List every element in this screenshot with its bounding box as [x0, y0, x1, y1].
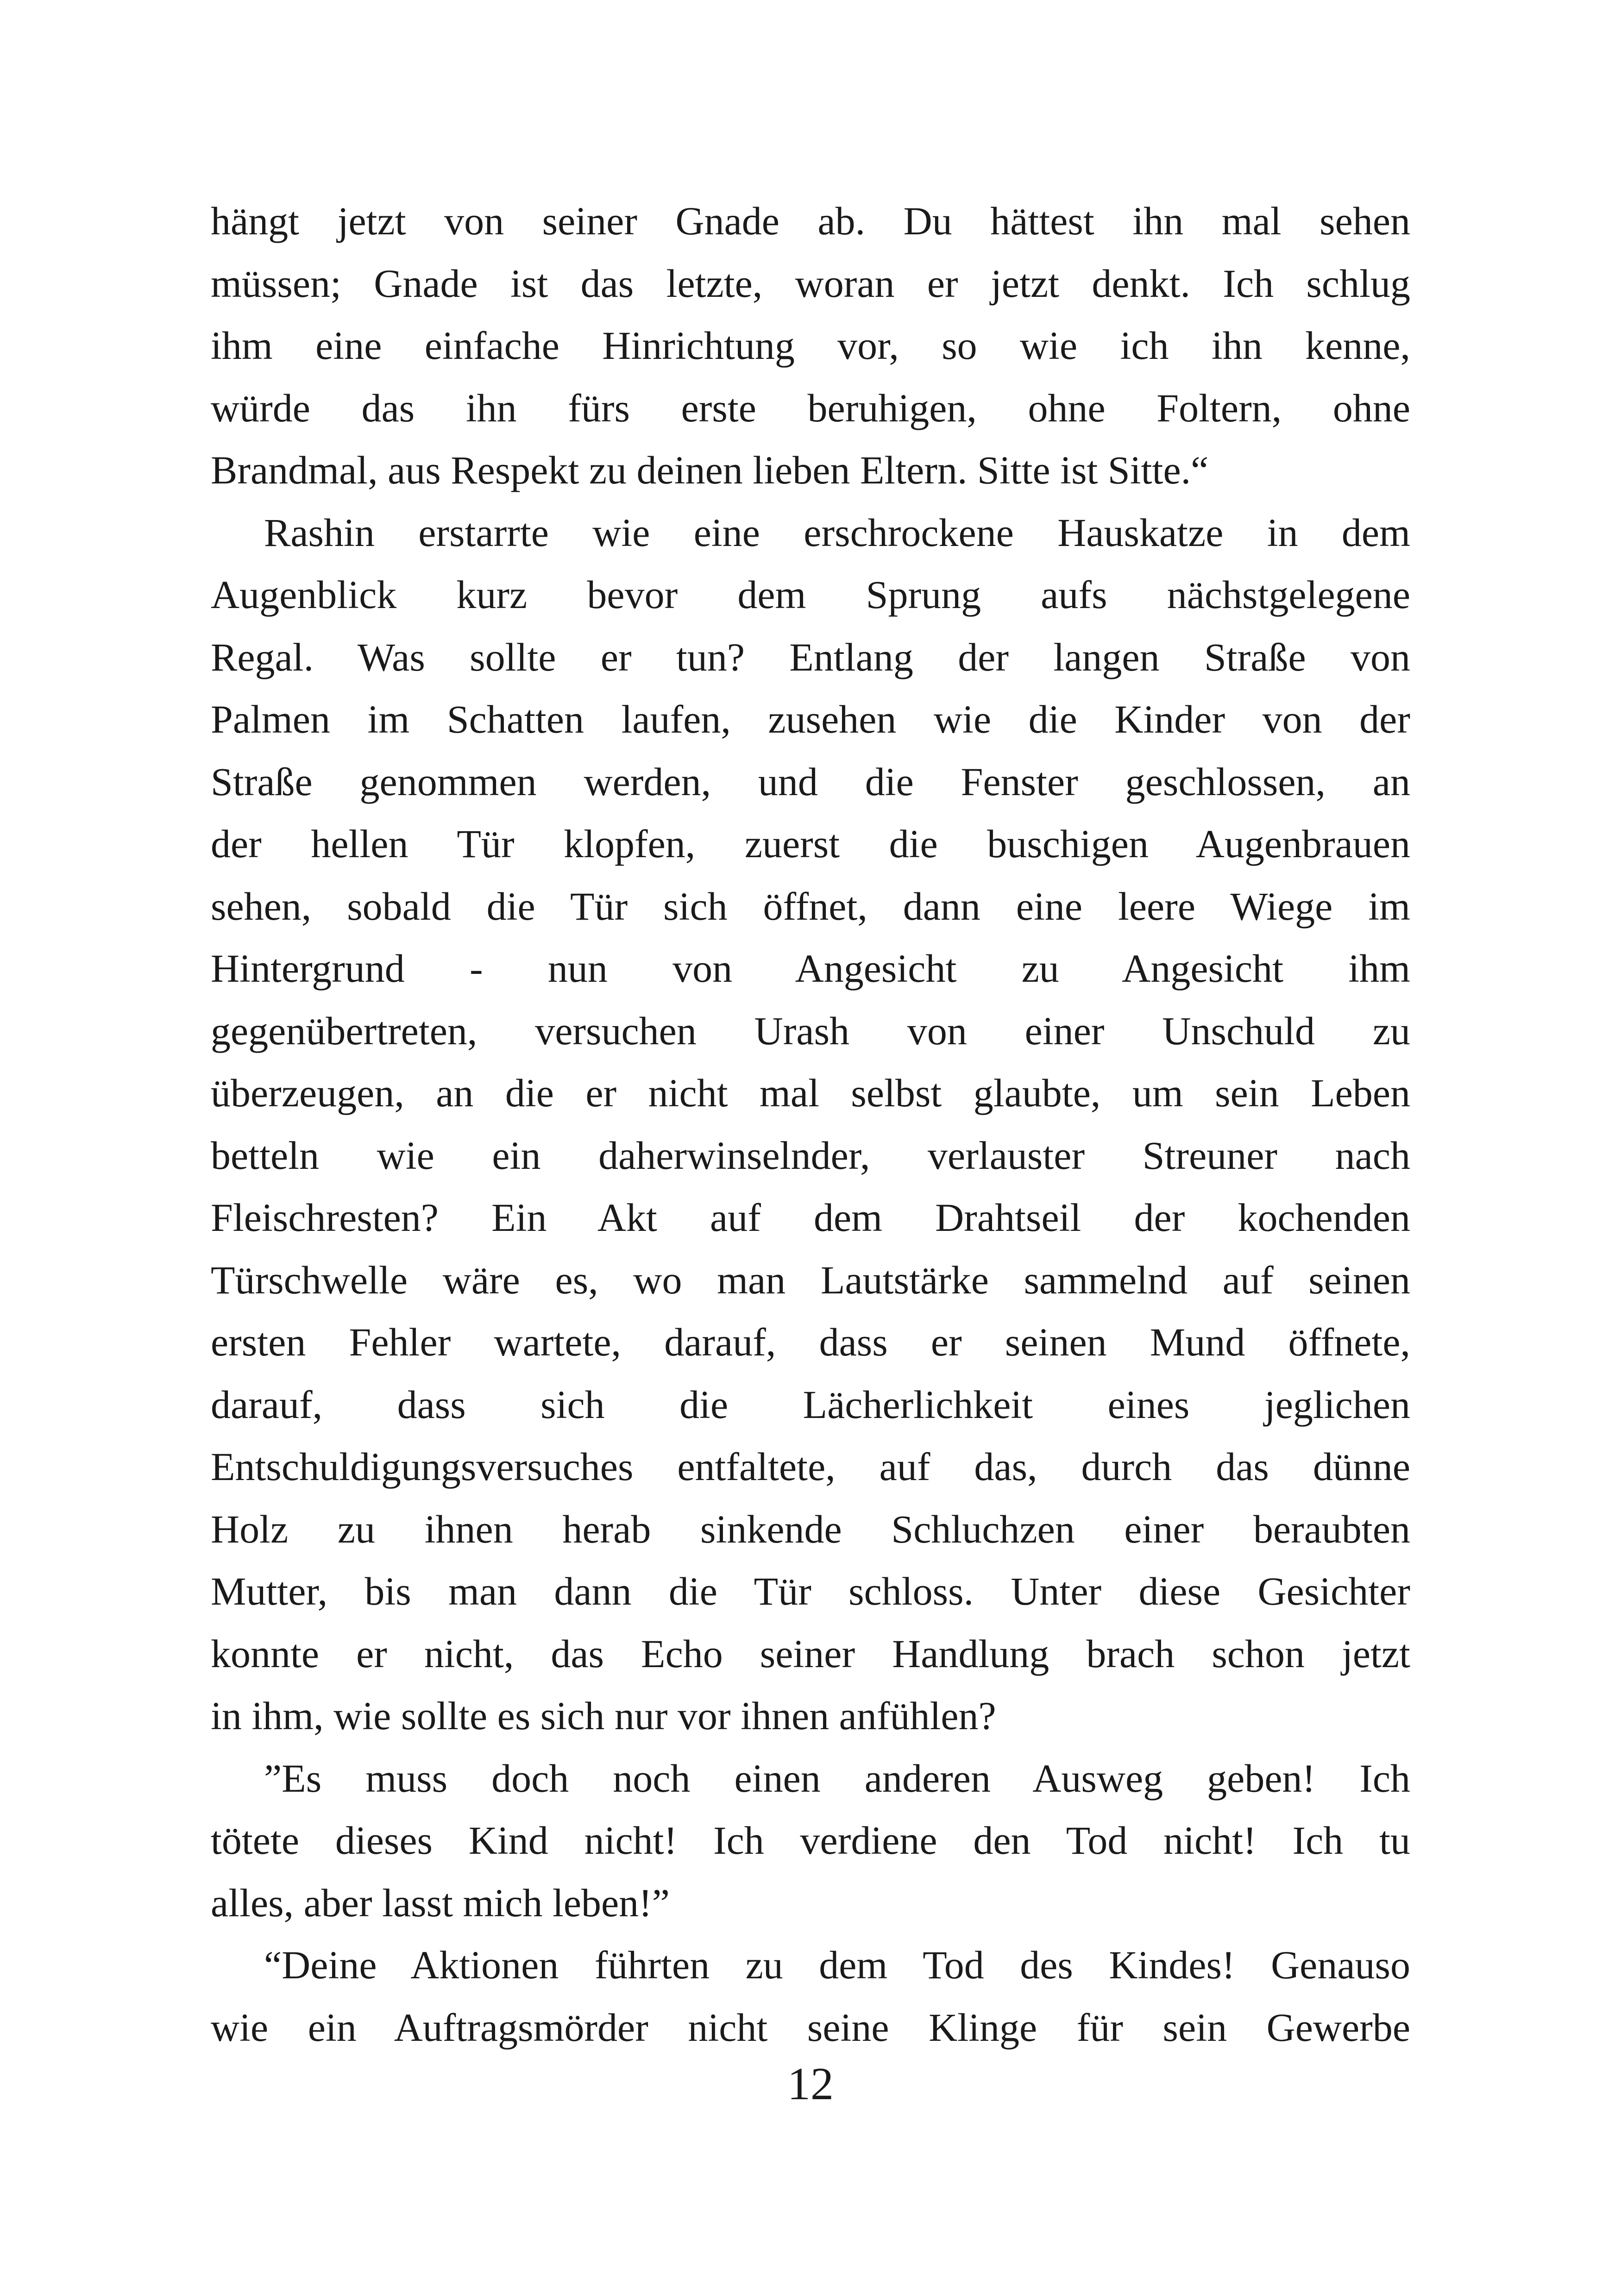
- text-line: wie ein Auftragsmörder nicht seine Klinge für sein Gewerbe: [211, 2005, 1410, 2050]
- body-text: [211, 190, 1410, 2058]
- text-line: Palmen im Schatten laufen, zusehen wie die Kinder von der: [211, 697, 1410, 741]
- text-line: Augenblick kurz bevor dem Sprung aufs nächstgelegene: [211, 572, 1410, 617]
- text-line: Brandmal, aus Respekt zu deinen lieben Eltern. Sitte ist Sitte.“: [211, 448, 1209, 492]
- text-line: in ihm, wie sollte es sich nur vor ihnen anfühlen?: [211, 1694, 996, 1738]
- text-line: Straße genommen werden, und die Fenster geschlossen, an: [211, 759, 1410, 804]
- text-line: Entschuldigungsversuches entfaltete, auf das, durch das dünne: [211, 1444, 1410, 1489]
- text-line: darauf, dass sich die Lächerlichkeit eines jeglichen: [211, 1382, 1410, 1427]
- text-line: alles, aber lasst mich leben!”: [211, 1880, 670, 1925]
- text-line: gegenübertreten, versuchen Urash von einer Unschuld zu: [211, 1008, 1410, 1053]
- text-line: Mutter, bis man dann die Tür schloss. Unter diese Gesichter: [211, 1569, 1410, 1613]
- text-line: Fleischresten? Ein Akt auf dem Drahtseil der kochenden: [211, 1195, 1410, 1240]
- text-line: hängt jetzt von seiner Gnade ab. Du hättest ihn mal sehen: [211, 199, 1410, 243]
- text-line: Rashin erstarrte wie eine erschrockene Hauskatze in dem: [264, 510, 1410, 555]
- text-line: der hellen Tür klopfen, zuerst die buschigen Augenbrauen: [211, 822, 1410, 866]
- text-line: Türschwelle wäre es, wo man Lautstärke sammelnd auf seinen: [211, 1257, 1410, 1302]
- text-line: überzeugen, an die er nicht mal selbst glaubte, um sein Leben: [211, 1071, 1410, 1115]
- text-line: sehen, sobald die Tür sich öffnet, dann eine leere Wiege im: [211, 884, 1410, 928]
- text-line: Regal. Was sollte er tun? Entlang der langen Straße von: [211, 634, 1410, 679]
- text-line: ersten Fehler wartete, darauf, dass er seinen Mund öffnete,: [211, 1320, 1410, 1364]
- text-line: Holz zu ihnen herab sinkende Schluchzen einer beraubten: [211, 1506, 1410, 1551]
- text-line: konnte er nicht, das Echo seiner Handlung brach schon jetzt: [211, 1631, 1410, 1676]
- text-line: “Deine Aktionen führten zu dem Tod des Kindes! Genauso: [264, 1943, 1410, 1987]
- page-number: 12: [787, 2058, 834, 2109]
- text-line: betteln wie ein daherwinselnder, verlauster Streuner nach: [211, 1133, 1410, 1178]
- text-line: würde das ihn fürs erste beruhigen, ohne Foltern, ohne: [211, 385, 1410, 430]
- text-line: ”Es muss doch noch einen anderen Ausweg geben! Ich: [264, 1756, 1410, 1800]
- text-line: müssen; Gnade ist das letzte, woran er jetzt denkt. Ich schlug: [211, 261, 1410, 306]
- text-line: Hintergrund - nun von Angesicht zu Angesicht ihm: [211, 946, 1410, 991]
- text-line: ihm eine einfache Hinrichtung vor, so wie ich ihn kenne,: [211, 323, 1410, 368]
- text-line: tötete dieses Kind nicht! Ich verdiene den Tod nicht! Ich tu: [211, 1818, 1410, 1863]
